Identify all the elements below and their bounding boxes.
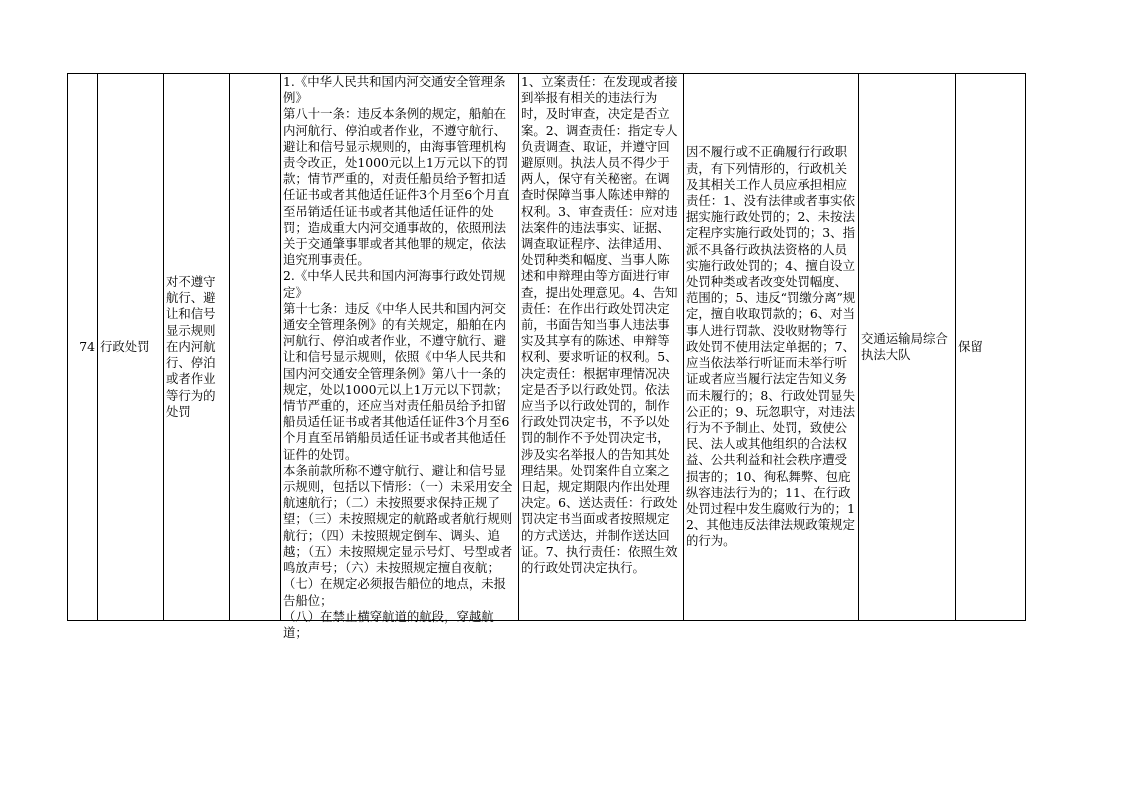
table-row xyxy=(68,74,1026,621)
basis-line: 第十七条：违反《中华人民共和国内河交通安全管理条例》的有关规定，船舶在内河航行、停泊或者作业，不遵守航行、避让和信号显示规则，依照《中华人民共和国内河交通安全管理条例》第八十一条的规定，处以1000元以上1万元以下罚款；情节严重的，还应当对责任船员给予扣留船员适任证书或者其他适任证件3个月至6个月直至吊销船员适任证书或者其他适任证件的处罚。 xyxy=(283,300,510,462)
basis-line: 1.《中华人民共和国内河交通安全管理条例》 xyxy=(283,74,506,106)
legal-basis xyxy=(281,74,519,640)
item-name: 对不遵守航行、避让和信号显示规则在内河航行、停泊或者作业等行为的处罚 xyxy=(164,74,230,621)
responsibility-text: 1、立案责任：在发现或者接到举报有相关的违法行为时，及时审查，决定是否立案。2、调查责任：指定专人负责调查、取证，并遵守回避原则。执法人员不得少于两人，保守有关秘密。在调查时保障当事人陈述申辩的权利。3、审查责任：应对违法案件的违法事实、证据、调查取证程序、法律适用、处罚种类和幅度、当事人陈述和申辩理由等方面进行审查，提出处理意见。4、告知责任：在作出行政处罚决定前，书面告知当事人违法事实及其享有的陈述、申辩等权利、要求听证的权利。5、决定责任：根据审理情况决定是否予以行政处罚。依法应当予以行政处罚的，制作行政处罚决定书，不予以处罚的制作不予处罚决定书，涉及实名举报人的告知其处理结果。处罚案件自立案之日起，规定期限内作出处理决定。6、送达责任：行政处罚决定书当面或者按照规定的方式送达，并制作送达回证。7、执行责任：依照生效的行政处罚决定执行。 xyxy=(521,74,678,576)
power-category: 行政处罚 xyxy=(98,74,164,621)
basis-line: 本条前款所称不遵守航行、避让和信号显示规则，包括以下情形：（一）未采用安全航速航行；（二）未按照要求保持正规了望；（三）未按照规定的航路或者航行规则航行；（四）未按照规定倒车、调头、追越；（五）未按照规定显示号灯、号型或者鸣放声号；（六）未按照规定擅自夜航；（七）在规定必须报告船位的地点，未报告船位； xyxy=(283,462,513,608)
sub-item xyxy=(230,74,281,621)
basis-line: 2.《中华人民共和国内河海事行政处罚规定》 xyxy=(283,268,506,300)
basis-line: 第八十一条：违反本条例的规定，船舶在内河航行、停泊或者作业，不遵守航行、避让和信号显示规则的，由海事管理机构责令改正，处1000元以上1万元以下的罚款；情节严重的，对责任船员给予暂扣适任证书或者其他适任证件3个月至6个月直至吊销适任证书或者其他适任证件的处罚；造成重大内河交通事故的，依照刑法关于交通肇事罪或者其他罪的规定，依法追究刑事责任。 xyxy=(283,106,510,268)
implementing-department: 交通运输局综合执法大队 xyxy=(859,74,956,621)
row-number: 74 xyxy=(68,74,98,621)
responsibility-items xyxy=(519,74,684,621)
power-list-table xyxy=(67,73,1026,640)
basis-line: （八）在禁止横穿航道的航段，穿越航道； xyxy=(283,608,494,640)
status-cell: 保留 xyxy=(956,74,1026,621)
accountability-items: 因不履行或不正确履行行政职责，有下列情形的，行政机关及其相关工作人员应承担相应责任：1、没有法律或者事实依据实施行政处罚的；2、未按法定程序实施行政处罚的；3、指派不具备行政执法资格的人员实施行政处罚的；4、擅自设立处罚种类或者改变处罚幅度、范围的；5、违反“罚缴分离”规定，擅自收取罚款的；6、对当事人进行罚款、没收财物等行政处罚不使用法定单据的；7、应当依法举行听证而未举行听证或者应当履行法定告知义务而未履行的；8、行政处罚显失公正的；9、玩忽职守，对违法行为不予制止、处罚，致使公民、法人或其他组织的合法权益、公共利益和社会秩序遭受损害的；10、徇私舞弊、包庇纵容违法行为的；11、在行政处罚过程中发生腐败行为的；12、其他违反法律法规政策规定的行为。 xyxy=(684,74,859,621)
